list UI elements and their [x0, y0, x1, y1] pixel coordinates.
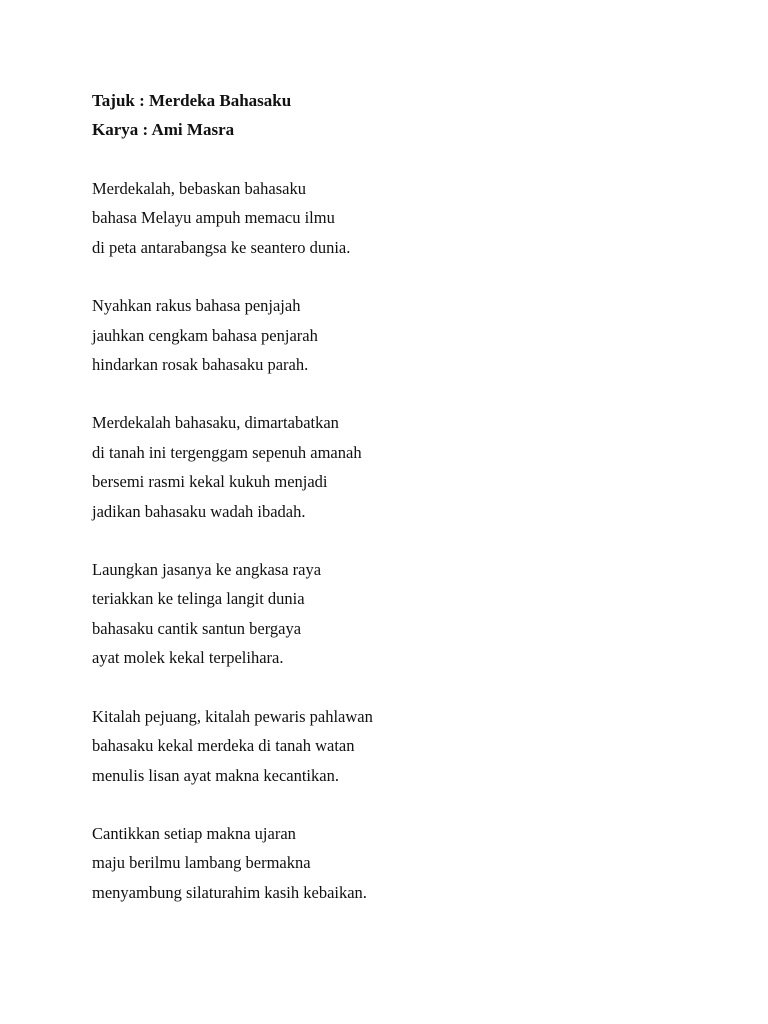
stanza-4	[92, 555, 373, 673]
poem-line: Merdekalah bahasaku, dimartabatkan	[92, 413, 339, 433]
poem-line: maju berilmu lambang bermakna	[92, 853, 311, 873]
stanza-1	[92, 174, 373, 262]
poem-line: menyambung silaturahim kasih kebaikan.	[92, 882, 367, 902]
poem-line: bahasa Melayu ampuh memacu ilmu	[92, 208, 335, 228]
poem-line: Laungkan jasanya ke angkasa raya	[92, 560, 322, 580]
poem-line: hindarkan rosak bahasaku parah.	[92, 355, 309, 375]
poem-line: teriakkan ke telinga langit dunia	[92, 589, 305, 609]
poem-author: Karya : Ami Masra	[92, 120, 235, 139]
poem-line: jadikan bahasaku wadah ibadah.	[92, 501, 306, 521]
poem-line: bersemi rasmi kekal kukuh menjadi	[92, 472, 328, 492]
poem-title: Tajuk : Merdeka Bahasaku	[92, 91, 292, 110]
poem-line: ayat molek kekal terpelihara.	[92, 648, 284, 668]
poem-line: bahasaku cantik santun bergaya	[92, 618, 302, 638]
stanza-5	[92, 702, 373, 790]
poem-header	[92, 86, 291, 144]
poem-body	[92, 174, 373, 936]
poem-line: menulis lisan ayat makna kecantikan.	[92, 765, 339, 785]
poem-line: jauhkan cengkam bahasa penjarah	[92, 325, 318, 345]
poem-line: di tanah ini tergenggam sepenuh amanah	[92, 442, 362, 462]
poem-line: Merdekalah, bebaskan bahasaku	[92, 179, 306, 198]
poem-line: Nyahkan rakus bahasa penjajah	[92, 296, 301, 316]
poem-line: di peta antarabangsa ke seantero dunia.	[92, 237, 351, 257]
poem-line: bahasaku kekal merdeka di tanah watan	[92, 736, 355, 756]
poem-line: Kitalah pejuang, kitalah pewaris pahlawan	[92, 706, 373, 726]
stanza-3	[92, 408, 373, 526]
stanza-2	[92, 291, 373, 379]
poem-line: Cantikkan setiap makna ujaran	[92, 823, 296, 843]
stanza-6	[92, 819, 373, 907]
